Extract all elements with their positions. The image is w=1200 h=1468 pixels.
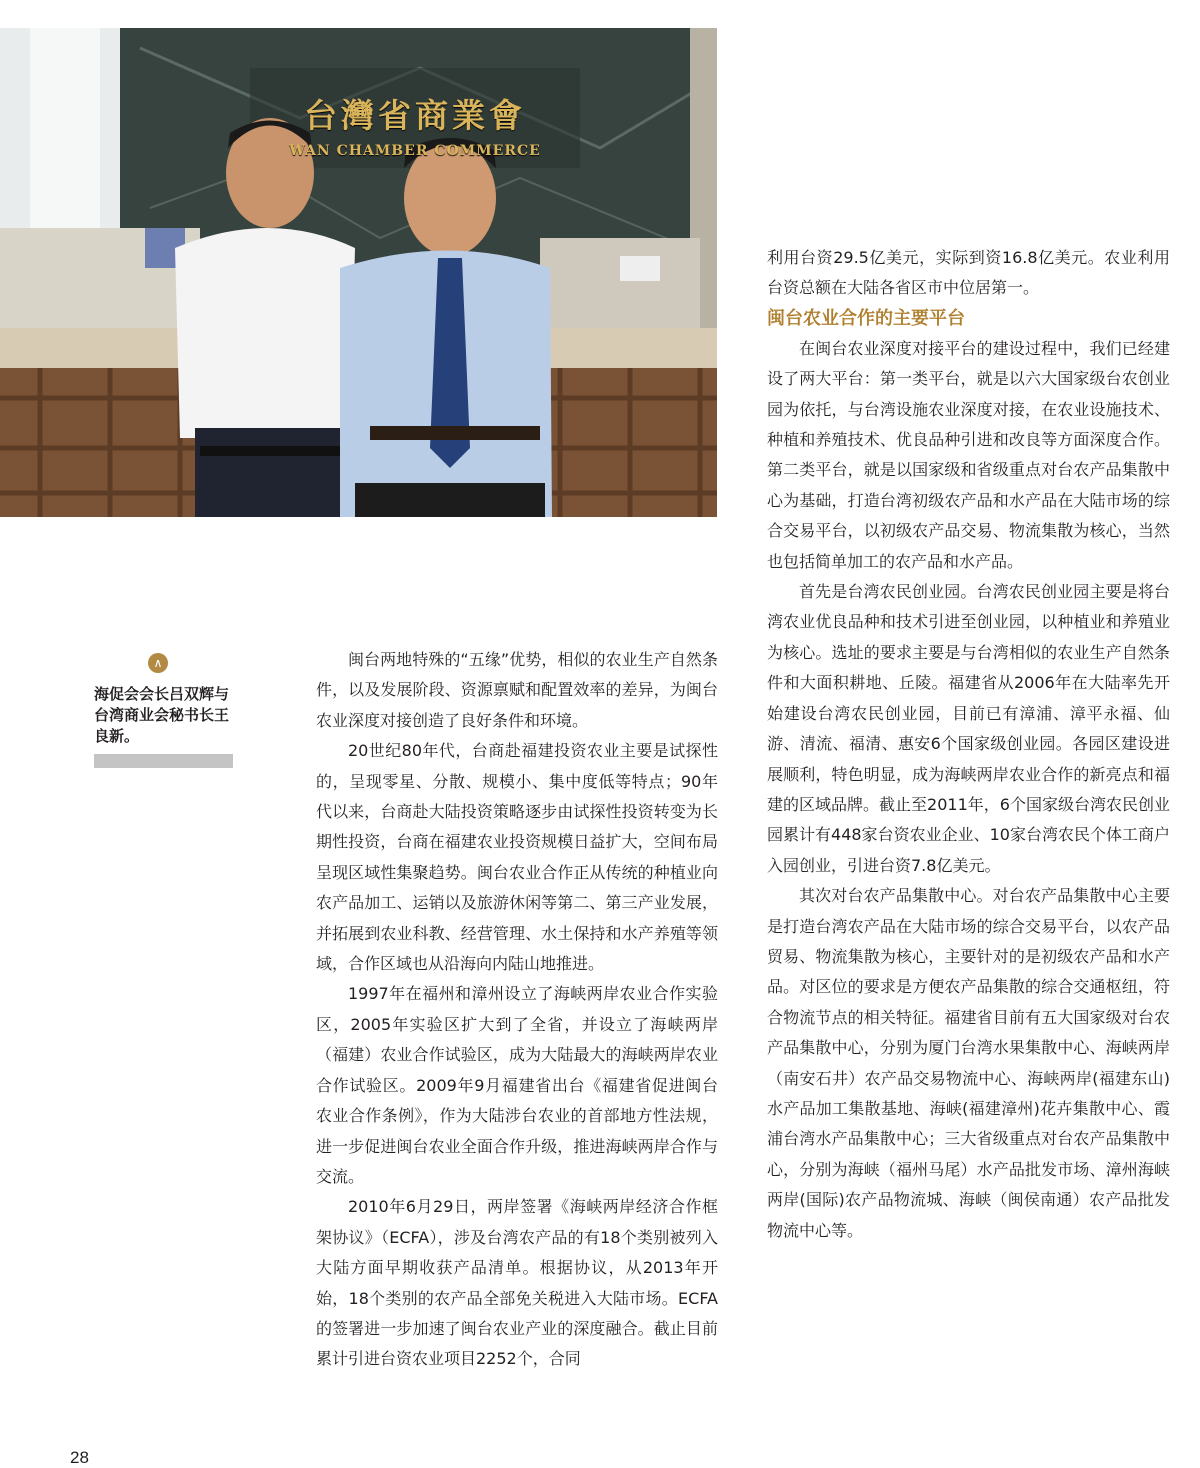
left-text-column bbox=[316, 645, 718, 1375]
paragraph: 其次对台农产品集散中心。对台农产品集散中心主要是打造台湾农产品在大陆市场的综合交易平台，以农产品贸易、物流集散为核心，主要针对的是初级农产品和水产品。对区位的要求是方便农产品集散的综合交通枢纽，符合物流节点的相关特征。福建省目前有五大国家级对台农产品集散中心，分别为厦门台湾水果集散中心、海峡两岸（南安石井）农产品交易物流中心、海峡两岸(福建东山)水产品加工集散基地、海峡(福建漳州)花卉集散中心、霞浦台湾水产品集散中心；三大省级重点对台农产品集散中心，分别为海峡（福州马尾）水产品批发市场、漳州海峡两岸(国际)农产品物流城、海峡（闽侯南通）农产品批发物流中心等。 bbox=[767, 886, 1170, 1240]
section-heading: 闽台农业合作的主要平台 bbox=[767, 307, 965, 329]
chevron-up-icon: ∧ bbox=[148, 653, 168, 673]
paragraph: 1997年在福州和漳州设立了海峡两岸农业合作实验区，2005年实验区扩大到了全省，并设立了海峡两岸（福建）农业合作试验区，成为大陆最大的海峡两岸农业合作试验区。2009年9月福建省出台《福建省促进闽台农业合作条例》，作为大陆涉台农业的首部地方性法规，进一步促进闽台农业全面合作升级，推进海峡两岸合作与交流。 bbox=[316, 984, 718, 1186]
paragraph: 在闽台农业深度对接平台的建设过程中，我们已经建设了两大平台：第一类平台，就是以六大国家级台农创业园为依托，与台湾设施农业深度对接，在农业设施技术、种植和养殖技术、优良品种引进和改良等方面深度合作。第二类平台，就是以国家级和省级重点对台农产品集散中心为基础，打造台湾初级农产品和水产品在大陆市场的综合交易平台，以初级农产品交易、物流集散为核心，当然也包括简单加工的农产品和水产品。 bbox=[767, 338, 1170, 571]
paragraph: 首先是台湾农民创业园。台湾农民创业园主要是将台湾农业优良品种和技术引进至创业园，以种植业和养殖业为核心。选址的要求主要是与台湾相似的农业生产自然条件和大面积耕地、丘陵。福建省从2006年在大陆率先开始建设台湾农民创业园，目前已有漳浦、漳平永福、仙游、清流、福清、惠安6个国家级创业园。各园区建设进展顺利，特色明显，成为海峡两岸农业合作的新亮点和福建的区域品牌。截止至2011年，6个国家级台湾农民创业园累计有448家台资农业企业、10家台湾农民个体工商户入园创业，引进台资7.8亿美元。 bbox=[767, 582, 1170, 875]
paragraph: 2010年6月29日，两岸签署《海峡两岸经济合作框架协议》（ECFA），涉及台湾农产品的有18个类别被列入大陆方面早期收获产品清单。根据协议，从2013年开始，18个类别的农产品全部免关税进入大陆市场。ECFA的签署进一步加速了闽台农业产业的深度融合。截止目前累计引进台资农业项目2252个，合同 bbox=[316, 1197, 718, 1369]
caption-divider bbox=[94, 754, 233, 768]
chamber-sign bbox=[255, 90, 575, 159]
sign-english: WAN CHAMBER COMMERCE bbox=[289, 143, 541, 159]
paragraph: 20世纪80年代，台商赴福建投资农业主要是试探性的，呈现零星、分散、规模小、集中度低等特点；90年代以来，台商赴大陆投资策略逐步由试探性投资转变为长期性投资，台商在福建农业投资规模日益扩大，空间布局呈现区域性集聚趋势。闽台农业合作正从传统的种植业向农产品加工、运销以及旅游休闲等第二、第三产业发展，并拓展到农业科教、经营管理、水土保持和水产养殖等领域，合作区域也从沿海向内陆山地推进。 bbox=[316, 741, 718, 974]
paragraph: 闽台两地特殊的“五缘”优势，相似的农业生产自然条件，以及发展阶段、资源禀赋和配置效率的差异，为闽台农业深度对接创造了良好条件和环境。 bbox=[316, 650, 718, 730]
sign-chinese: 台灣省商業會 bbox=[304, 96, 526, 135]
photo-caption: 海促会会长吕双辉与台湾商业会秘书长王良新。 bbox=[94, 685, 230, 745]
page-number: 28 bbox=[70, 1448, 89, 1467]
paragraph-continuation: 利用台资29.5亿美元，实际到资16.8亿美元。农业利用台资总额在大陆各省区市中位居第一。 bbox=[767, 248, 1170, 298]
right-text-column bbox=[767, 243, 1170, 1246]
article-photo bbox=[0, 28, 717, 517]
